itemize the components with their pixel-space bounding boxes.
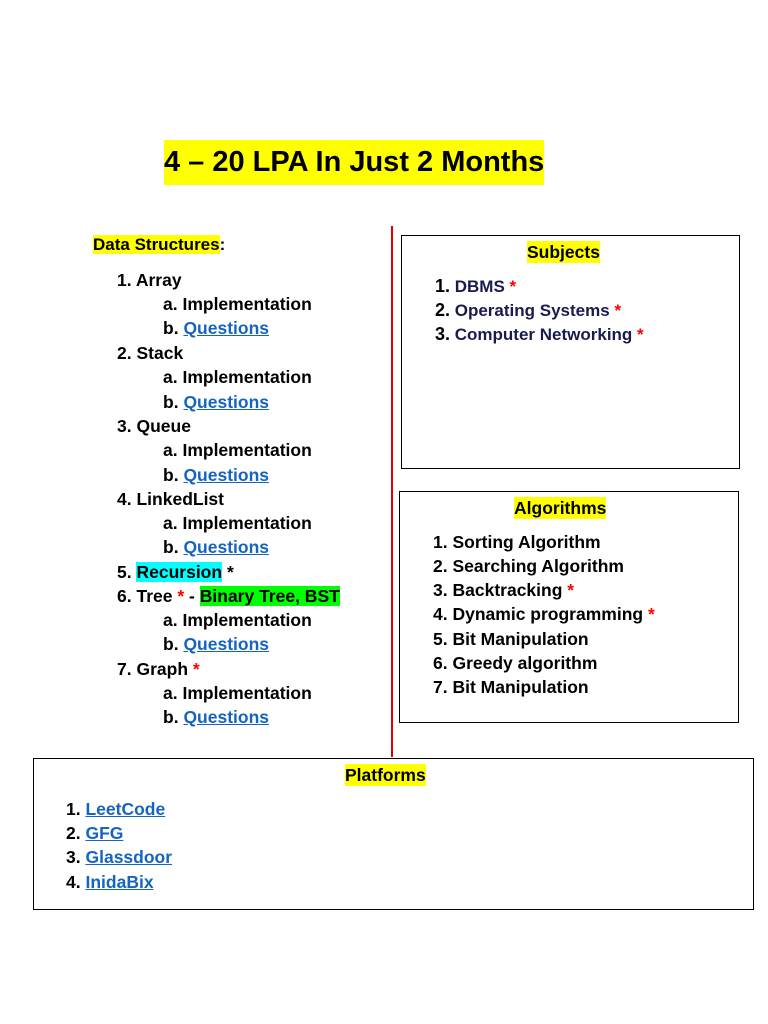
algorithm-item-label: Sorting Algorithm (452, 532, 601, 552)
ds-item-number: 6. (117, 586, 132, 606)
star-marker: * (509, 277, 517, 296)
ds-subitem-implementation: a. Implementation (163, 683, 312, 703)
platform-item (66, 798, 165, 820)
algorithm-item-number: 6. (433, 653, 448, 673)
subject-item-label: Operating Systems (454, 301, 610, 320)
star-marker: * (647, 604, 655, 624)
star-marker: * (226, 562, 234, 582)
glassdoor-link[interactable]: Glassdoor (85, 847, 173, 867)
ds-item-number: 4. (117, 489, 132, 509)
ds-subitem-questions (163, 633, 269, 655)
subjects-title: Subjects (527, 242, 600, 262)
algorithm-item (433, 603, 655, 625)
ds-subitem-implementation: a. Implementation (163, 610, 312, 630)
page-title: 4 – 20 LPA In Just 2 Months (164, 140, 544, 185)
ds-subitem-implementation: a. Implementation (163, 440, 312, 460)
ds-subitem-prefix: b. (163, 465, 179, 485)
algorithm-item-label: Searching Algorithm (452, 556, 624, 576)
subject-item-label: Computer Networking (454, 325, 633, 344)
algorithm-item (433, 652, 597, 674)
ds-subitem-questions (163, 464, 269, 486)
algorithm-item (433, 531, 601, 553)
questions-link[interactable]: Questions (183, 318, 270, 338)
ds-item-number: 7. (117, 659, 132, 679)
gfg-link[interactable]: GFG (85, 823, 124, 843)
star-marker: * (614, 301, 622, 320)
ds-subitem-questions (163, 317, 269, 339)
algorithm-item-label: Backtracking (452, 580, 563, 600)
algorithms-title: Algorithms (514, 498, 607, 518)
algorithm-item-number: 3. (433, 580, 448, 600)
algorithm-item-number: 2. (433, 556, 448, 576)
algorithm-item (433, 555, 624, 577)
algorithm-item-number: 7. (433, 677, 448, 697)
ds-item-label: LinkedList (136, 489, 224, 509)
questions-link[interactable]: Questions (183, 634, 270, 654)
subject-item-label: DBMS (454, 277, 505, 296)
questions-link[interactable]: Questions (183, 537, 270, 557)
ds-subitem-questions (163, 536, 269, 558)
ds-item-number: 2. (117, 343, 132, 363)
ds-item-queue (117, 415, 191, 437)
vertical-divider (391, 226, 393, 757)
questions-link[interactable]: Questions (183, 465, 270, 485)
algorithm-item-label: Greedy algorithm (452, 653, 598, 673)
platform-item (66, 871, 154, 893)
data-structures-heading (93, 234, 225, 256)
platform-item-number: 1. (66, 799, 81, 819)
ds-subitem-prefix: b. (163, 634, 179, 654)
algorithm-item (433, 579, 574, 601)
subject-item-os (435, 299, 621, 322)
subject-item-number: 1. (435, 276, 451, 296)
ds-item-stack (117, 342, 183, 364)
algorithm-item (433, 676, 589, 698)
ds-item-graph (117, 658, 200, 680)
platform-item-number: 3. (66, 847, 81, 867)
ds-subitem-prefix: b. (163, 537, 179, 557)
star-marker: * (192, 659, 200, 679)
platforms-title: Platforms (345, 765, 426, 785)
ds-subitem-implementation: a. Implementation (163, 294, 312, 314)
ds-item-number: 3. (117, 416, 132, 436)
ds-item-array (117, 269, 182, 291)
platform-item-number: 4. (66, 872, 81, 892)
star-marker: * (177, 586, 185, 606)
ds-item-label: Stack (136, 343, 184, 363)
algorithm-item-number: 5. (433, 629, 448, 649)
ds-item-label: Queue (136, 416, 191, 436)
star-marker: * (637, 325, 644, 344)
ds-subitem-questions (163, 706, 269, 728)
ds-item-number: 1. (117, 270, 132, 290)
questions-link[interactable]: Questions (183, 392, 270, 412)
leetcode-link[interactable]: LeetCode (85, 799, 166, 819)
algorithm-item-label: Bit Manipulation (452, 629, 589, 649)
ds-item-label: Array (135, 270, 182, 290)
platform-item (66, 846, 172, 868)
subject-item-number: 3. (435, 324, 451, 344)
ds-subitem-implementation: a. Implementation (163, 513, 312, 533)
algorithm-item-number: 4. (433, 604, 448, 624)
ds-item-label: Recursion (136, 562, 223, 582)
subjects-box (401, 235, 740, 469)
star-marker: * (567, 580, 575, 600)
platform-item-number: 2. (66, 823, 81, 843)
ds-subitem-prefix: b. (163, 318, 179, 338)
algorithm-item-label: Bit Manipulation (452, 677, 589, 697)
subject-item-number: 2. (435, 300, 451, 320)
ds-item-tree (117, 585, 340, 607)
ds-subitem-implementation: a. Implementation (163, 367, 312, 387)
algorithm-item-number: 1. (433, 532, 448, 552)
ds-subitem-prefix: b. (163, 707, 179, 727)
algorithm-item-label: Dynamic programming (452, 604, 644, 624)
ds-item-label: Tree (136, 586, 173, 606)
data-structures-colon: : (219, 235, 226, 254)
ds-item-highlight: Binary Tree, BST (199, 586, 340, 606)
ds-item-label: Graph (136, 659, 189, 679)
platform-item (66, 822, 123, 844)
subject-item-dbms (435, 275, 516, 298)
questions-link[interactable]: Questions (183, 707, 270, 727)
ds-item-recursion (117, 561, 234, 583)
ds-subitem-prefix: b. (163, 392, 179, 412)
ds-subitem-questions (163, 391, 269, 413)
dash-separator: - (189, 586, 195, 606)
data-structures-heading-text: Data Structures (93, 235, 220, 254)
ds-item-number: 5. (117, 562, 132, 582)
ds-item-linkedlist (117, 488, 224, 510)
indiabix-link[interactable]: InidaBix (85, 872, 154, 892)
algorithm-item (433, 628, 589, 650)
subject-item-networking (435, 323, 644, 346)
